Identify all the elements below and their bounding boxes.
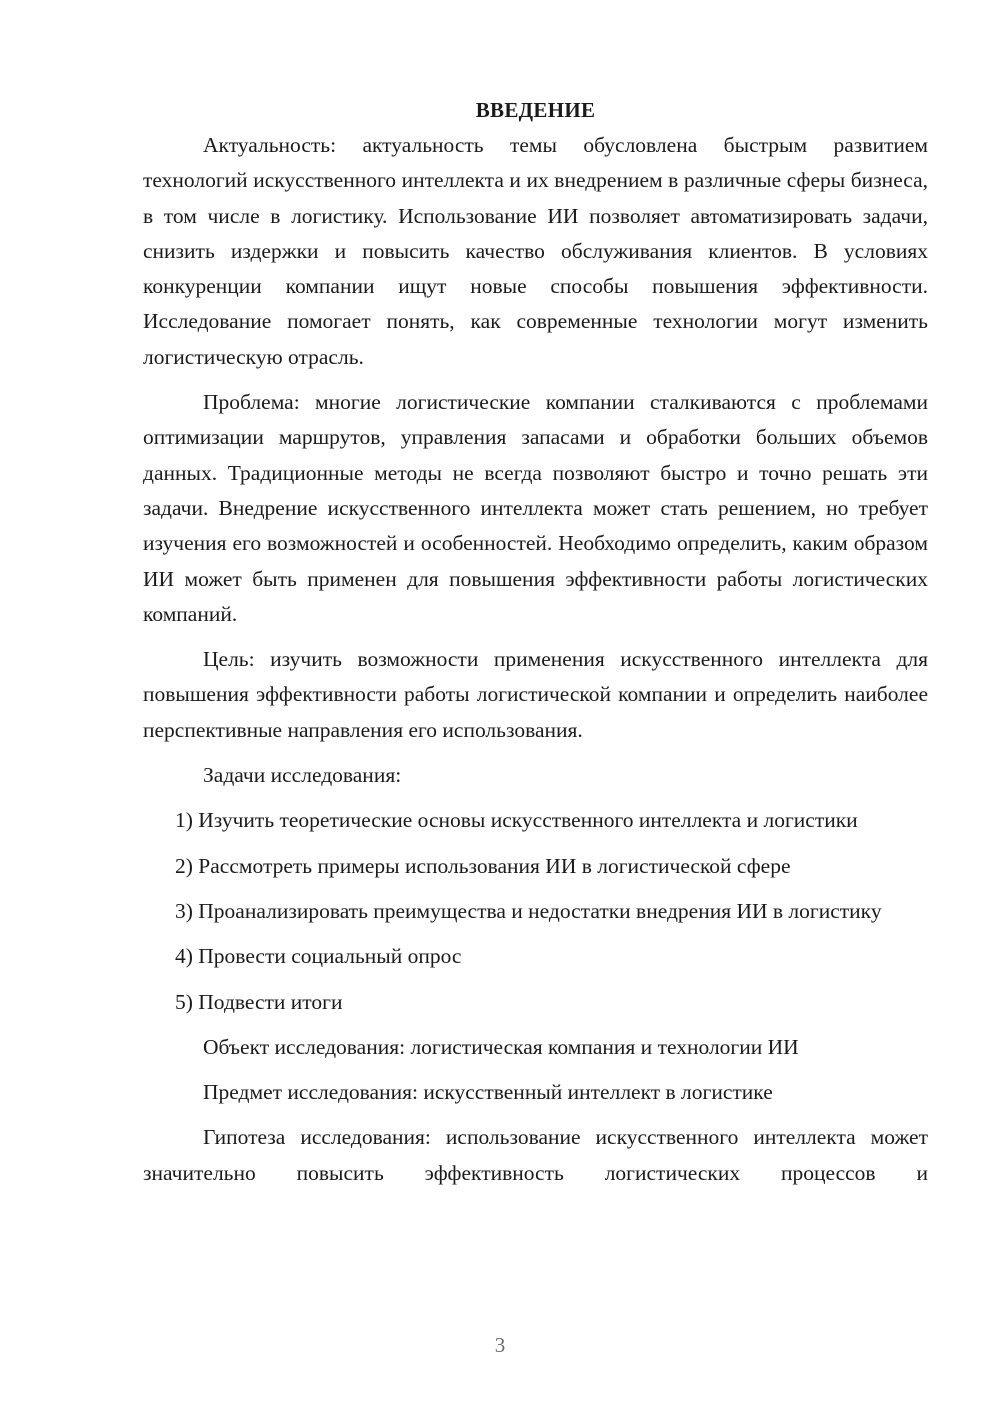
page-number: 3: [494, 1333, 506, 1357]
tasks-list: [143, 803, 928, 1019]
paragraph-subject: Предмет исследования: искусственный интеллект в логистике: [203, 1080, 773, 1105]
tasks-heading: Задачи исследования:: [203, 763, 402, 788]
task-item: 4) Провести социальный опрос: [175, 944, 462, 969]
paragraph-problem: Проблема: многие логистические компании сталкиваются с проблемами оптимизации маршрутов, управления запасами и обработки больших объемов данных. Традиционные методы не всегда позволяют быстро и точно решать эти задачи. Внедрение искусственного интеллекта может стать решением, но требует изучения его возможностей и особенностей. Необходимо определить, каким образом ИИ может быть применен для повышения эффективности работы логистических компаний.: [143, 390, 928, 626]
paragraph-goal: Цель: изучить возможности применения искусственного интеллекта для повышения эффективности работы логистической компании и определить наиболее перспективные направления его использования.: [143, 647, 928, 742]
paragraph-hypothesis: Гипотеза исследования: использование искусственного интеллекта может значительно повысить эффективность логистических процессов и: [143, 1125, 928, 1185]
document-page: [143, 93, 928, 1201]
paragraph-relevance: Актуальность: актуальность темы обусловлена быстрым развитием технологий искусственного интеллекта и их внедрением в различные сферы бизнеса, в том числе в логистику. Использование ИИ позволяет автоматизировать задачи, снизить издержки и повысить качество обслуживания клиентов. В условиях конкуренции компании ищут новые способы повышения эффективности. Исследование помогает понять, как современные технологии могут изменить логистическую отрасль.: [143, 133, 928, 369]
task-item: 2) Рассмотреть примеры использования ИИ в логистической сфере: [175, 853, 791, 878]
task-item: 5) Подвести итоги: [175, 989, 343, 1014]
task-item: 1) Изучить теоретические основы искусственного интеллекта и логистики: [175, 808, 858, 833]
task-item: 3) Проанализировать преимущества и недостатки внедрения ИИ в логистику: [175, 898, 882, 923]
paragraph-object: Объект исследования: логистическая компания и технологии ИИ: [203, 1034, 799, 1059]
document-title: ВВЕДЕНИЕ: [475, 98, 596, 122]
